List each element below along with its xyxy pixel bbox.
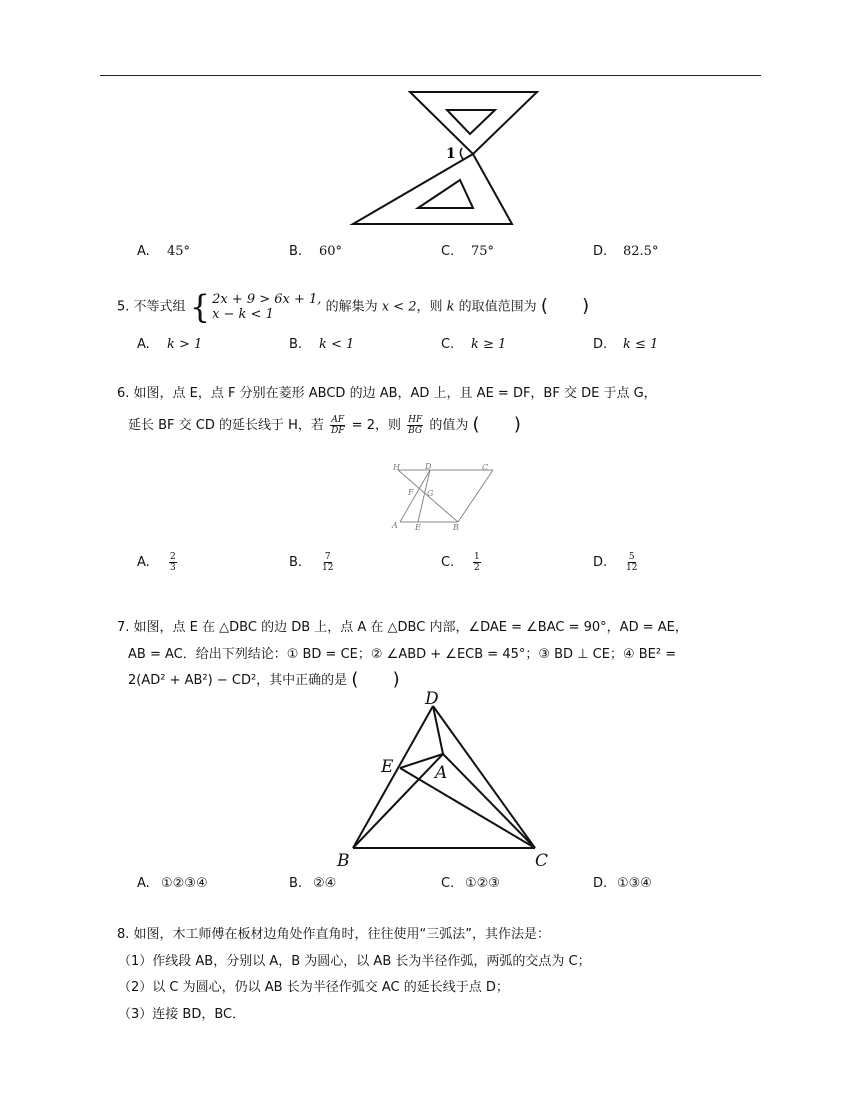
q6-fraction-hf-bg: $\frac{HF}{BG}$ — [408, 415, 423, 436]
q7-option-d[interactable]: D. ①③④ — [593, 876, 652, 891]
q8-stem-line1: 8. 如图，木工师傅在板材边角处作直角时，往往使用“三弧法”，其作法是： — [117, 927, 551, 942]
q6-label-d: D — [425, 462, 432, 471]
q4-option-d[interactable]: D. 82.5° — [593, 244, 659, 259]
q4-option-b[interactable]: B. 60° — [289, 244, 343, 259]
q6-figure — [388, 460, 503, 534]
q7-option-a[interactable]: A. ①②③④ — [137, 876, 208, 891]
q6-option-d[interactable]: D. $\frac{5}{12}$ — [593, 552, 638, 573]
q6-options — [0, 552, 860, 582]
q6-option-c[interactable]: C. $\frac{1}{2}$ — [441, 552, 480, 573]
q7-label-a: A — [435, 763, 448, 783]
q4-angle-label: 1 — [446, 146, 456, 162]
q6-label-e: E — [415, 523, 421, 532]
q6-option-b[interactable]: B. $\frac{7}{12}$ — [289, 552, 334, 573]
q7-option-c[interactable]: C. ①②③ — [441, 876, 500, 891]
q4-lower-inner-triangle — [418, 180, 473, 208]
q5-options — [0, 337, 860, 357]
q7-answer-blank[interactable]: ( ) — [351, 669, 400, 690]
q6-stem-line2: 延长 BF 交 CD 的延长线于 H，若 $\frac{AF}{DF}$ = 2，则 $\frac{HF}{BG}$ 的值为 ( ) — [128, 414, 521, 436]
q6-label-c: C — [482, 463, 489, 472]
q4-option-a[interactable]: A. 45° — [137, 244, 191, 259]
q5-option-d[interactable]: D. k ≤ 1 — [593, 337, 659, 352]
q4-upper-inner-triangle — [447, 110, 495, 134]
q6-fraction-af-df: $\frac{AF}{DF}$ — [331, 415, 345, 436]
q5-answer-blank[interactable]: ( ) — [540, 295, 590, 317]
q7-stem-line2: AB = AC．给出下列结论：① BD = CE；② ∠ABD + ∠ECB = 45°；③ BD ⊥ CE；④ BE² = — [128, 647, 677, 662]
q7-option-b[interactable]: B. ②④ — [289, 876, 337, 891]
q4-lower-triangle — [353, 154, 512, 224]
q6-label-a: A — [392, 521, 398, 530]
q6-line-ad — [400, 470, 430, 522]
q6-line-cb — [458, 470, 493, 522]
q4-figure — [340, 88, 550, 230]
q6-label-h: H — [393, 463, 400, 472]
q6-option-a[interactable]: A. $\frac{2}{3}$ — [137, 552, 176, 573]
q7-label-b: B — [337, 851, 350, 870]
q5-stem: 5. 不等式组 { 2x + 9 > 6x + 1, x − k < 1 的解集为 x < 2，则 k 的取值范围为 ( ) — [117, 288, 590, 326]
q7-label-e: E — [381, 757, 394, 777]
q6-answer-blank[interactable]: ( ) — [472, 414, 521, 435]
q8-step-2: （2）以 C 为圆心，仍以 AB 长为半径作弧交 AC 的延长线于点 D； — [118, 980, 509, 995]
q7-stem-line3: 2(AD² + AB²) − CD²，其中正确的是 ( ) — [128, 669, 400, 690]
q8-step-1: （1）作线段 AB，分别以 A，B 为圆心，以 AB 长为半径作弧，两弧的交点为 C； — [118, 954, 591, 969]
q4-option-c[interactable]: C. 75° — [441, 244, 495, 259]
header-rule — [100, 75, 761, 76]
q7-options — [0, 876, 860, 896]
q5-option-a[interactable]: A. k > 1 — [137, 337, 203, 352]
q4-options — [0, 244, 860, 264]
q7-label-c: C — [535, 851, 549, 870]
q5-system: { 2x + 9 > 6x + 1, x − k < 1 — [189, 288, 322, 326]
q6-label-b: B — [453, 523, 459, 532]
q7-figure — [330, 688, 560, 870]
q6-label-f: F — [408, 488, 414, 497]
q5-option-c[interactable]: C. k ≥ 1 — [441, 337, 507, 352]
q8-step-3: （3）连接 BD，BC． — [118, 1007, 246, 1022]
q7-stem-line1: 7. 如图，点 E 在 △DBC 的边 DB 上，点 A 在 △DBC 内部，∠DAE = ∠BAC = 90°，AD = AE， — [117, 620, 688, 635]
q7-line-dc — [433, 706, 535, 848]
q6-label-g: G — [427, 489, 434, 498]
q4-angle-arc — [460, 148, 464, 160]
q5-option-b[interactable]: B. k < 1 — [289, 337, 355, 352]
q4-upper-triangle — [410, 92, 537, 154]
q6-stem-line1: 6. 如图，点 E，点 F 分别在菱形 ABCD 的边 AB，AD 上，且 AE = DF，BF 交 DE 于点 G， — [117, 386, 657, 401]
q7-label-d: D — [425, 689, 439, 709]
